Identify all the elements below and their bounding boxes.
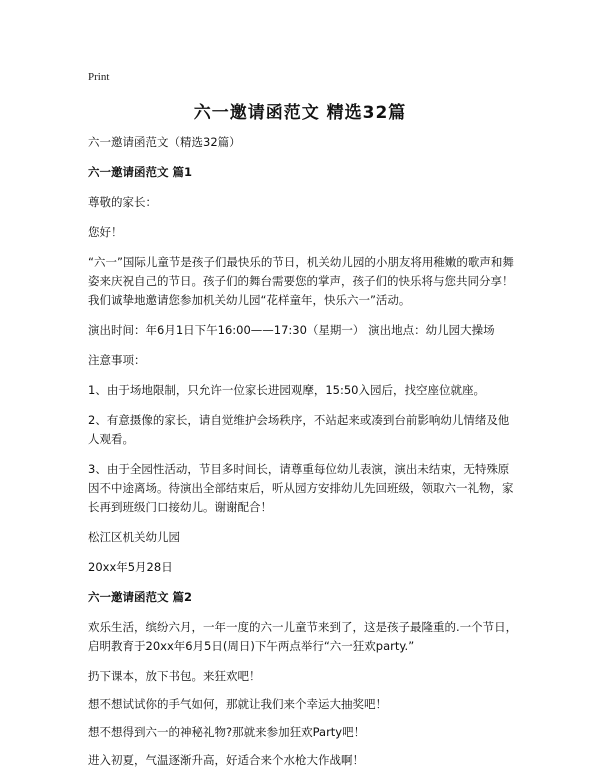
body-paragraph: “六一”国际儿童节是孩子们最快乐的节日，机关幼儿园的小朋友将用稚嫩的歌声和舞姿来庆祝自己的节日。孩子们的舞台需要您的掌声，孩子们的快乐将与您共同分享！我们诚挚地邀请您参加机关幼儿园“花样童年，快乐六一”活动。 <box>88 255 514 307</box>
print-label: Print <box>88 71 110 83</box>
greeting-paragraph: 您好！ <box>88 225 123 239</box>
section-heading-1: 六一邀请函范文 篇1 <box>88 165 193 179</box>
salutation-paragraph: 尊敬的家长： <box>88 195 157 209</box>
date-paragraph: 20xx年5月28日 <box>88 560 173 574</box>
note-item-1: 1、由于场地限制，只允许一位家长进园观摩，15:50入园后，找空座位就座。 <box>88 383 485 397</box>
event-time-paragraph: 演出时间：年6月1日下午16:00——17:30（星期一） 演出地点：幼儿园大操场 <box>88 323 495 337</box>
notes-heading-paragraph: 注意事项： <box>88 353 146 367</box>
signature-paragraph: 松江区机关幼儿园 <box>88 530 180 544</box>
body-paragraph: 进入初夏，气温逐渐升高，好适合来个水枪大作战啊！ <box>88 753 364 767</box>
note-item-3: 3、由于全园性活动，节目多时间长，请尊重每位幼儿表演，演出未结束，无特殊原因不中途离场。待演出全部结束后，听从园方安排幼儿先回班级，领取六一礼物，家长再到班级门口接幼儿。谢谢配合！ <box>88 462 514 514</box>
body-paragraph: 想不想试试你的手气如何，那就让我们来个幸运大抽奖吧！ <box>88 697 387 711</box>
body-paragraph: 扔下课本，放下书包。来狂欢吧！ <box>88 669 261 683</box>
note-item-2: 2、有意摄像的家长，请自觉维护会场秩序，不站起来或凑到台前影响幼儿情绪及他人观看。 <box>88 413 510 446</box>
subtitle-paragraph: 六一邀请函范文（精选32篇） <box>88 135 241 149</box>
body-paragraph: 欢乐生活，缤纷六月，一年一度的六一儿童节来到了，这是孩子最隆重的.一个节日，启明教育于20xx年6月5日(周日)下午两点举行“六一狂欢party.” <box>88 620 518 653</box>
page-title: 六一邀请函范文 精选32篇 <box>193 103 407 123</box>
section-heading-2: 六一邀请函范文 篇2 <box>88 590 193 604</box>
body-paragraph: 想不想得到六一的神秘礼物?那就来参加狂欢Party吧！ <box>88 725 366 739</box>
document-body <box>88 133 520 779</box>
